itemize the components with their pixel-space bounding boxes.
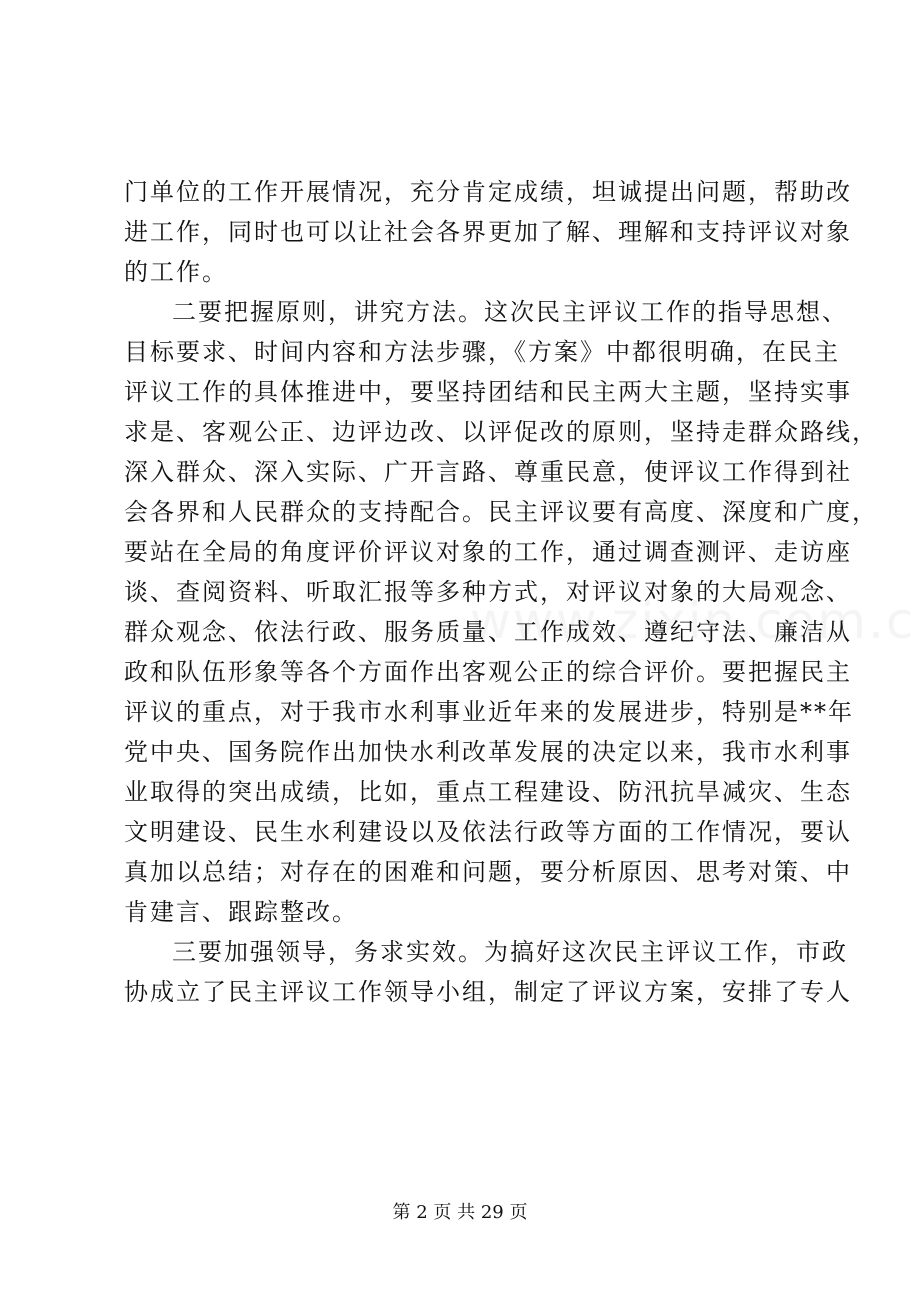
text-line: 评议的重点，对于我市水利事业近年来的发展进步，特别是**年 [124, 698, 854, 726]
text-line: 的工作。 [124, 258, 228, 286]
text-line: 肯建言、跟踪整改。 [124, 898, 358, 926]
text-line: 党中央、国务院作出加快水利改革发展的决定以来，我市水利事 [124, 738, 852, 766]
text-line: 目标要求、时间内容和方法步骤，《方案》中都很明确，在民主 [124, 338, 840, 366]
text-line: 会各界和人民群众的支持配合。民主评议要有高度、深度和广度， [124, 498, 878, 526]
text-line: 文明建设、民生水利建设以及依法行政等方面的工作情况，要认 [124, 818, 852, 846]
text-line: 协成立了民主评议工作领导小组，制定了评议方案，安排了专人 [124, 978, 852, 1006]
text-line: 门单位的工作开展情况，充分肯定成绩，坦诚提出问题，帮助改 [124, 178, 852, 206]
page-number-footer: 第 2 页 共 29 页 [392, 1202, 528, 1223]
text-line: 业取得的突出成绩，比如，重点工程建设、防汛抗旱减灾、生态 [124, 778, 852, 806]
document-body [124, 172, 878, 1012]
paragraph-start-line: 三要加强领导，务求实效。为搞好这次民主评议工作，市政 [172, 938, 848, 966]
text-line: 评议工作的具体推进中，要坚持团结和民主两大主题，坚持实事 [124, 378, 852, 406]
text-line: 求是、客观公正、边评边改、以评促改的原则，坚持走群众路线， [124, 418, 878, 446]
text-line: 真加以总结；对存在的困难和问题，要分析原因、思考对策、中 [124, 858, 852, 886]
paragraph-start-line: 二要把握原则，讲究方法。这次民主评议工作的指导思想、 [172, 298, 848, 326]
text-line: 政和队伍形象等各个方面作出客观公正的综合评价。要把握民主 [124, 658, 852, 686]
text-line: 深入群众、深入实际、广开言路、尊重民意，使评议工作得到社 [124, 458, 852, 486]
text-line: 要站在全局的角度评价评议对象的工作，通过调查测评、走访座 [124, 538, 852, 566]
text-line: 群众观念、依法行政、服务质量、工作成效、遵纪守法、廉洁从 [124, 618, 852, 646]
text-line: 进工作，同时也可以让社会各界更加了解、理解和支持评议对象 [124, 218, 852, 246]
text-line: 谈、查阅资料、听取汇报等多种方式，对评议对象的大局观念、 [124, 578, 852, 606]
